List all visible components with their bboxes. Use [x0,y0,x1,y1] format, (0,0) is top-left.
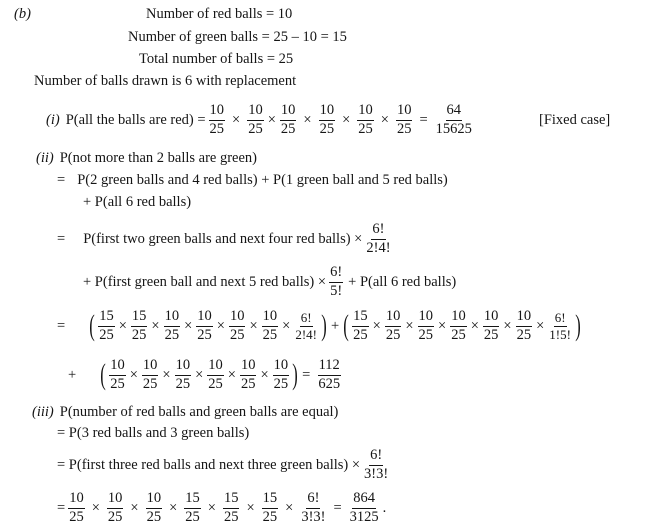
fraction: $\frac{10}{25}$ [280,102,296,137]
given-red: Number of red balls = 10 [146,6,293,22]
result-fraction: $\frac{864}{3125}$ [349,490,379,525]
part-ii-result-line: + ( $\frac{10}{25}$ × $\frac{10}{25}$ × $\frac{10}{25}$ × $\frac{10}{25}$ × $\frac{10}{25}$ × $\frac{10}{25}$ ) = $\frac{112}{625}$ [68,357,341,392]
fraction: $\frac{10}{25}$ [209,102,225,137]
part-ii-label: (ii) [36,150,54,166]
part-ii-title: (ii) P(not more than 2 balls are green) [36,150,258,166]
part-ii-line1: = P(2 green balls and 4 red balls) + P(1 green ball and 5 red balls) [57,172,448,188]
part-iii-title: (iii) P(number of red balls and green balls are equal) [32,404,339,420]
part-iii-label: (iii) [32,404,54,420]
fraction: $\frac{6!}{2!4!}$ [366,221,391,256]
result-fraction: $\frac{64}{15625}$ [435,102,472,137]
part-i-line: (i) P(all the balls are red) = $\frac{10}{25}$ × $\frac{10}{25}$ × $\frac{10}{25}$ × $\frac{10}{25}$ × $\frac{10}{25}$ × $\frac{10}{25}$ = $\frac{64}{15625}$ [46,102,472,137]
part-ii-line4: + P(first green ball and next 5 red balls) × $\frac{6!}{5!}$ + P(all 6 red balls) [83,264,457,299]
part-iii-line1: = P(3 red balls and 3 green balls) [57,425,250,441]
given-green: Number of green balls = 25 – 10 = 15 [128,29,347,45]
fraction: $\frac{6!}{3!3!}$ [364,447,389,482]
part-i-lhs: P(all the balls are red) = [65,111,206,128]
fraction: $\frac{10}{25}$ [319,102,335,137]
fraction: $\frac{10}{25}$ [396,102,412,137]
result-fraction: $\frac{112}{625}$ [318,357,341,392]
part-label: (b) [14,6,31,22]
fraction: $\frac{10}{25}$ [248,102,263,137]
part-ii-line2: + P(all 6 red balls) [83,194,192,210]
fraction: $\frac{6!}{5!}$ [330,264,343,299]
part-ii-product-line: = ( $\frac{15}{25}$ × $\frac{15}{25}$ × $\frac{10}{25}$ × $\frac{10}{25}$ × $\frac{10}{25}$ × $\frac{10}{25}$ × $\frac{6!}{2!4!}$ ) + ( $\frac{15}{25}$ × $\frac{10}{25}$ × $\frac{10}{25}$ × $\frac{10}{25}$ × $\frac{10}{25}$ × $\frac{10}{25}$ × $\frac{6!}{1!5!}$ ) [57,308,581,343]
part-i-label: (i) [46,111,60,128]
fraction: $\frac{10}{25}$ [358,102,373,137]
drawn-statement: Number of balls drawn is 6 with replacement [34,73,297,89]
part-ii-line3: = P(first two green balls and next four red balls) × $\frac{6!}{2!4!}$ [57,221,391,256]
part-iii-line2: = P(first three red balls and next three green balls) × $\frac{6!}{3!3!}$ [57,447,389,482]
given-total: Total number of balls = 25 [139,51,294,67]
fixed-case-note: [Fixed case] [539,112,611,128]
part-iii-product-line: = $\frac{10}{25}$ × $\frac{10}{25}$ × $\frac{10}{25}$ × $\frac{15}{25}$ × $\frac{15}{25}$ × $\frac{15}{25}$ × $\frac{6!}{3!3!}$ = $\frac{864}{3125}$ . [57,490,387,525]
